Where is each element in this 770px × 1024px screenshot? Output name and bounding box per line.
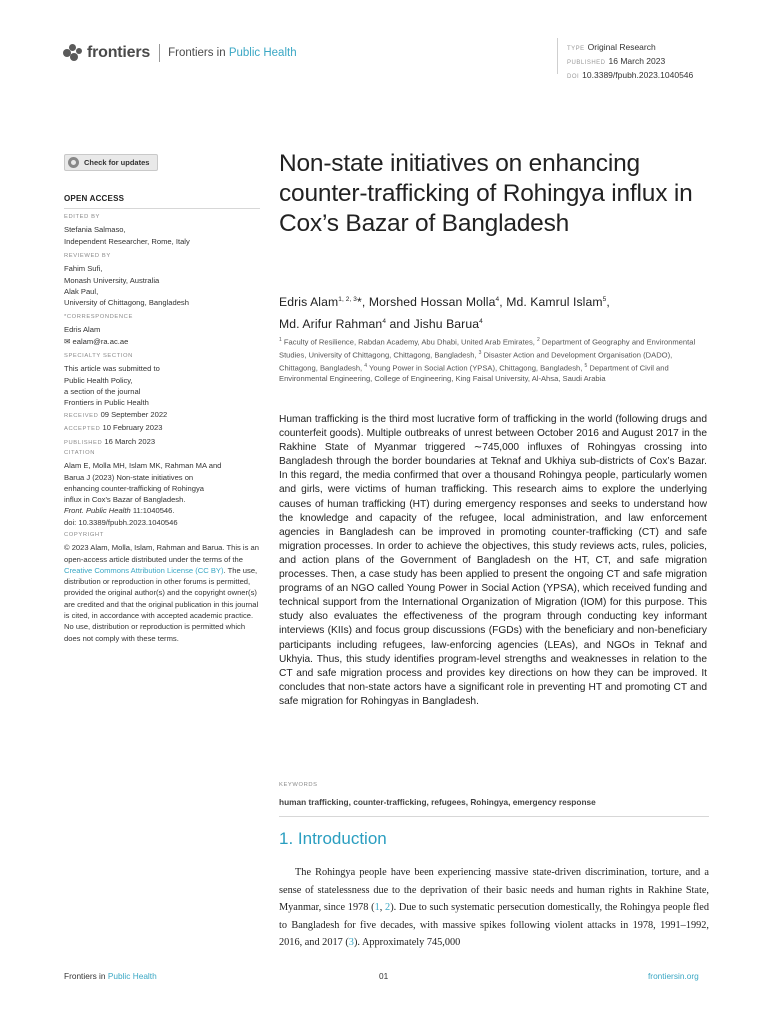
reference-link[interactable]: 3	[348, 937, 354, 949]
reference-link[interactable]: 1	[374, 902, 380, 914]
reviewed-by-section: REVIEWED BY Fahim Sufi, Monash University, Australia Alak Paul, University of Chittagong, Bangladesh	[64, 253, 189, 308]
citation-section: CITATION Alam E, Molla MH, Islam MK, Rahman MA and Barua J (2023) Non-state initiatives on enhancing counter-trafficking of Rohingya influx in Cox’s Bazar of Bangladesh. Front. Public Health 11:1040546. doi: 10.3389/fpubh.2023.1040546	[64, 448, 259, 528]
author: Edris Alam	[279, 295, 339, 310]
section-title: 1. Introduction	[279, 829, 387, 848]
footer-site-link[interactable]: frontiersin.org	[648, 971, 699, 981]
footer-journal: Frontiers in Public Health	[64, 971, 157, 981]
author: Morshed Hossan Molla	[368, 295, 496, 310]
article-title: Non-state initiatives on enhancing counter-trafficking of Rohingya influx in Cox’s Bazar of Bangladesh	[279, 150, 693, 237]
meta-divider	[557, 38, 558, 74]
author: Md. Arifur Rahman	[279, 317, 383, 332]
edited-by-section: EDITED BY Stefania Salmaso, Independent Researcher, Rome, Italy	[64, 214, 190, 246]
published-date: 16 March 2023	[608, 56, 666, 66]
email-icon: ✉	[64, 336, 71, 346]
correspondence-section: *CORRESPONDENCE Edris Alam ✉ ealam@ra.ac.ae	[64, 314, 133, 346]
keywords-label: KEYWORDS	[279, 782, 318, 788]
author: Md. Kamrul Islam	[506, 295, 603, 310]
page-number: 01	[379, 971, 389, 981]
article-type: Original Research	[587, 42, 656, 52]
correspondence-email[interactable]: ealam@ra.ac.ae	[72, 336, 129, 346]
keywords: human trafficking, counter-trafficking, refugees, Rohingya, emergency response	[279, 797, 596, 807]
doi-link[interactable]: 10.3389/fpubh.2023.1040546	[582, 70, 694, 80]
logo-divider	[159, 44, 160, 62]
brand-name: frontiers	[87, 44, 151, 61]
article-meta: TYPE Original Research PUBLISHED 16 March 2023 DOI 10.3389/fpubh.2023.1040546	[567, 42, 694, 80]
open-access-label: OPEN ACCESS	[64, 194, 125, 203]
journal-logo	[63, 44, 297, 62]
frontiers-logo-icon	[63, 44, 83, 62]
check-for-updates-button[interactable]: Check for updates	[64, 154, 158, 171]
author-list: Edris Alam$^{1, 2, 3}$*, Morshed Hossan Molla$^4$, Md. Kamrul Islam$^5$, Md. Arifur Rahman$^4$ and Jishu Barua$^4$	[279, 295, 610, 332]
reference-link[interactable]: 2	[385, 902, 391, 914]
keywords-divider	[279, 816, 709, 817]
cc-license-link[interactable]: Creative Commons Attribution License (CC BY)	[64, 565, 224, 575]
affiliations: $^1$ Faculty of Resilience, Rabdan Academy, Abu Dhabi, United Arab Emirates, $^2$ Department of Geography and Environmental Studies, University of Chittagong, Chittagong, Bangladesh, $^3$ Disaster Action and Development Organisation (DADO), Chittagong, Bangladesh, $^4$ Young Power in Social Action (YPSA), Chittagong, Bangladesh, $^5$ Department of Civil and Environmental Engineering, College of Engineering, King Faisal University, Al-Ahsa, Saudi Arabia	[279, 337, 696, 384]
dates-section: RECEIVED 09 September 2022 ACCEPTED 10 February 2023 PUBLISHED 16 March 2023	[64, 410, 168, 446]
intro-paragraph: The Rohingya people have been experiencing massive state-driven discrimination, torture, and a sense of statelessness due to the deprivation of their basic needs and human rights in Rakhine State, Myanmar, since 1978 (1, 2). Due to such systematic persecution domestically, the Rohingya people fled to Bangladesh for five decades, with massive spikes following violent attacks in 1978, 1991–1992, 2016, and 2017 (3). Approximately 745,000	[279, 867, 710, 949]
copyright-section: COPYRIGHT © 2023 Alam, Molla, Islam, Rahman and Barua. This is an open-access article distributed under the terms of the Creative Commons Attribution License (CC BY). The use, distribution or reproduction in other forums is permitted, provided the original author(s) and the copyright owner(s) are credited and that the original publication in this journal is cited, in accordance with accepted academic practice. No use, distribution or reproduction is permitted which does not comply with these terms.	[64, 532, 259, 643]
specialty-section: SPECIALTY SECTION This article was submitted to Public Health Policy, a section of the journal Frontiers in Public Health	[64, 353, 160, 408]
citation-doi[interactable]: doi: 10.3389/fpubh.2023.1040546	[64, 517, 178, 527]
journal-name: Frontiers in Public Health	[168, 47, 297, 59]
abstract: Human trafficking is the third most lucrative form of trafficking in the world (following drugs and counterfeit goods). Multiple outbreaks of unrest between October 2016 and August 2017 in the Rakhine State of Myanmar triggered ∼745,000 influxes of Rohingyas crossing into Bangladesh through the border boundaries at Teknaf and Ukhiya sub-districts of Cox’s Bazar. In this regard, the media confirmed that over a thousand Rohingya people, particularly women and girls, were victims of human trafficking. This research aims to explore the underlying causes of human trafficking (HT) during emergency responses and seeks to understand how the knowledge and capacity of the refugee, local administration, and law enforcement agencies in Bangladesh can be improved in promoting counter-trafficking (CT) and safe migration processes. In order to achieve the objectives, this study reviews acts, rules, policies, and action plans of the Government of Bangladesh on the HT, CT, and safe migration processes. Then, a case study has been applied to present the ongoing CT and safe migration programs of an NGO called Young Power in Social Action (YPSA), which received funding and technical support from the International Organization of Migration (IOM) for this purpose. This study also evaluates the effectiveness of the program through conducting key informant interviews (KIIs) and focus group discussions (FGDs) with the beneficiary and non-beneficiary participants including refugees, law-enforcing agencies (LEAs), and NGOs in Teknaf and Ukhyia. Thus, this study identifies program-level strengths and weaknesses in relation to the CT and safe migration process and provides key directions on how they can be improved. It concludes that non-state actors have a significant role in preventing HT and promoting CT and safe migration for Rohingyas in Bangladesh.	[279, 414, 707, 707]
author: Jishu Barua	[413, 317, 480, 332]
sidebar-divider	[64, 208, 260, 209]
update-icon	[68, 157, 79, 168]
